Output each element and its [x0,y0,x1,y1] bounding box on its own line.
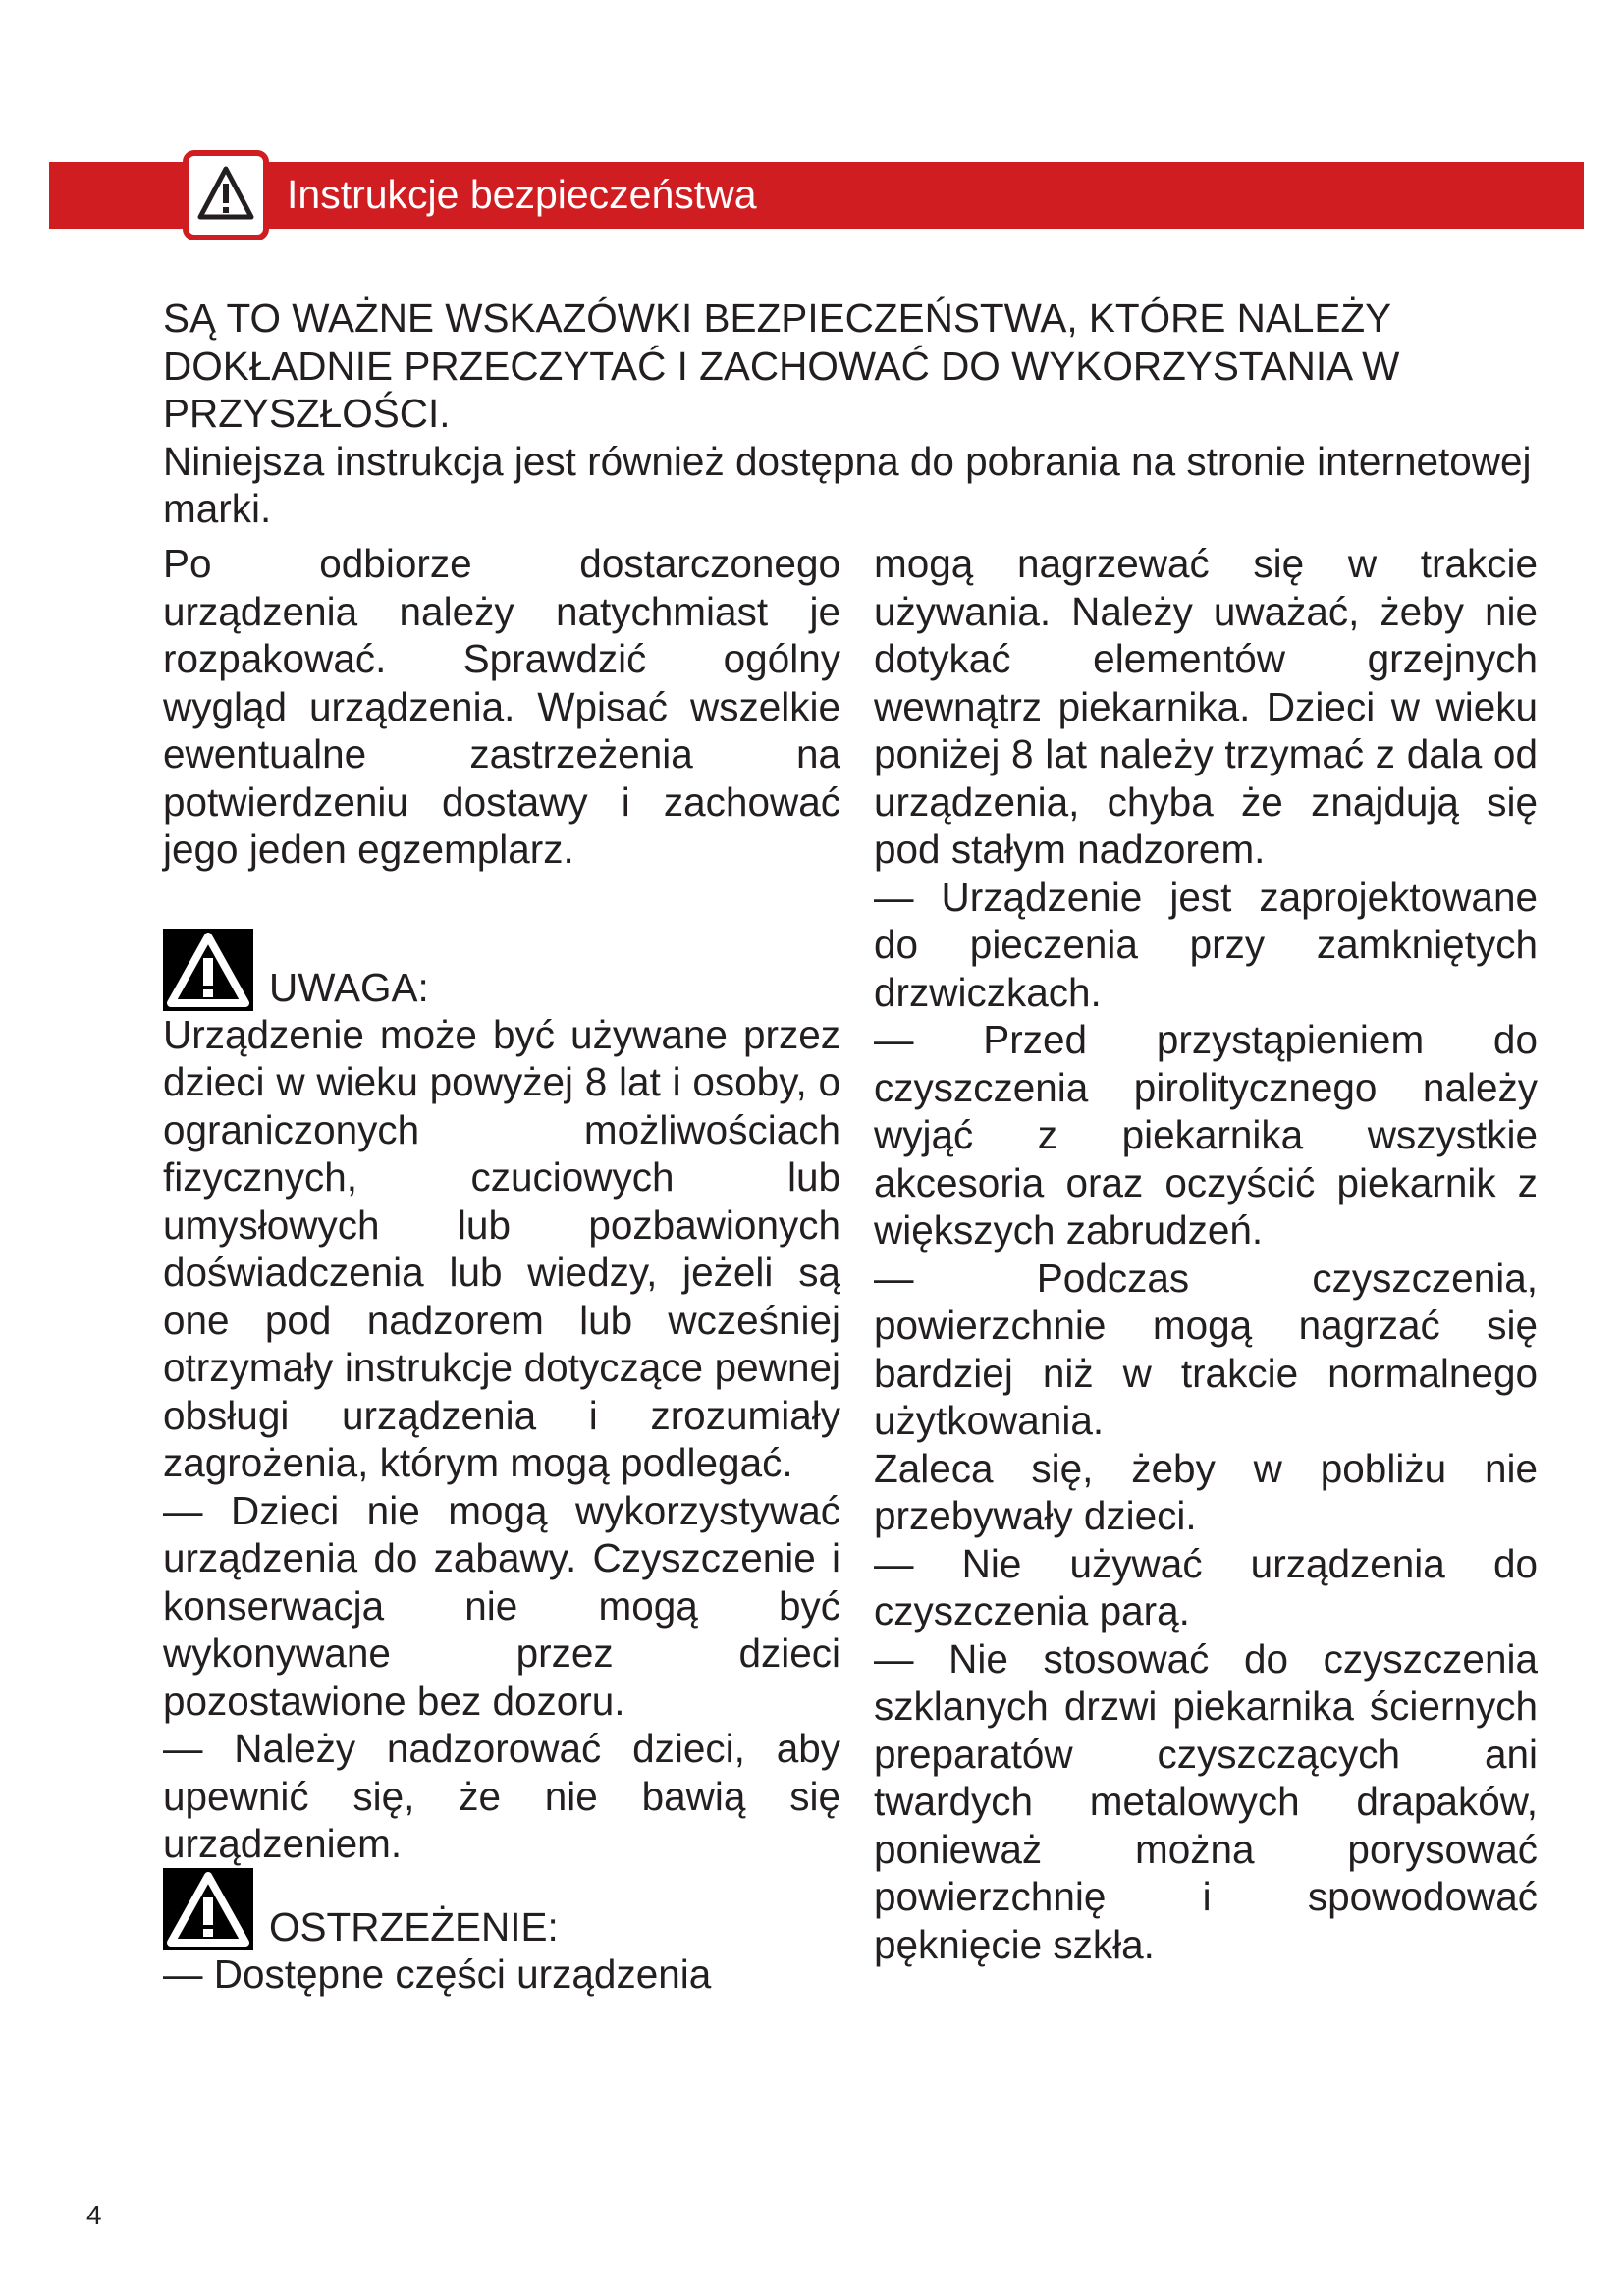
spacer [163,874,840,929]
warning-icon [163,1868,253,1950]
right-column [874,540,1538,1968]
closed-door-paragraph: — Urządzenie jest zaprojektowane do pieczenia przy zamkniętych drzwiczkach. [874,874,1538,1015]
left-column [163,540,840,1998]
ostrzezenie-paragraph-1: — Dostępne części urządzenia [163,1950,712,1997]
pyrolytic-cleaning-paragraph: — Przed przystąpieniem do czyszczenia pirolitycznego należy wyjąć z piekarnika wszystkie akcesoria oraz oczyścić piekarnik z większych zabrudzeń. [874,1017,1538,1253]
uwaga-paragraph-1: Urządzenie może być używane przez dzieci w wieku powyżej 8 lat i osoby, o ograniczonych możliwościach fizycznych, czuciowych lub umysłowych lub pozbawionych doświadczenia lub wiedzy, jeżeli są one pod nadzorem lub wcześniej otrzymały instrukcje dotyczące pewnej obsługi urządzenia i zrozumiały zagrożenia, którym mogą podlegać. [163,1011,840,1485]
uwaga-label: UWAGA: [269,964,429,1010]
section-header-bar [49,162,1584,229]
warning-icon [163,929,253,1011]
page-number: 4 [86,2200,102,2230]
intro-download-note: Niniejsza instrukcja jest również dostępna do pobrania na stronie internetowej marki. [163,438,1532,531]
uwaga-heading [163,929,840,1011]
uwaga-paragraph-3: — Należy nadzorować dzieci, aby upewnić się, że nie bawią się urządzeniem. [163,1726,840,1866]
children-nearby-paragraph: Zaleca się, żeby w pobliżu nie przebywały dzieci. [874,1445,1538,1538]
steam-cleaning-paragraph: — Nie używać urządzenia do czyszczenia parą. [874,1540,1538,1633]
section-title: Instrukcje bezpieczeństwa [287,172,757,217]
hot-parts-paragraph: mogą nagrzewać się w trakcie używania. Należy uważać, żeby nie dotykać elementów grzejnych wewnątrz piekarnika. Dzieci w wieku poniżej 8 lat należy trzymać z dala od urządzenia, chyba że znajdują się pod stałym nadzorem. [874,541,1538,872]
cleaning-heat-paragraph: — Podczas czyszczenia, powierzchnie mogą nagrzać się bardziej niż w trakcie normalnego użytkowania. [874,1255,1538,1443]
intro-block [163,294,1534,533]
ostrzezenie-heading [163,1868,840,1950]
intro-caps-warning: SĄ TO WAŻNE WSKAZÓWKI BEZPIECZEŃSTWA, KTÓRE NALEŻY DOKŁADNIE PRZECZYTAĆ I ZACHOWAĆ DO WYKORZYSTANIA W PRZYSZŁOŚCI. [163,295,1400,436]
warning-triangle-icon [183,150,269,240]
glass-cleaning-paragraph: — Nie stosować do czyszczenia szklanych drzwi piekarnika ściernych preparatów czyszczących ani twardych metalowych drapaków, ponieważ można porysować powierzchnię i spowodować pęknięcie szkła. [874,1635,1538,1967]
ostrzezenie-label: OSTRZEŻENIE: [269,1903,559,1949]
uwaga-paragraph-2: — Dzieci nie mogą wykorzystywać urządzenia do zabawy. Czyszczenie i konserwacja nie mogą być wykonywane przez dzieci pozostawione bez dozoru. [163,1487,840,1724]
unpacking-paragraph: Po odbiorze dostarczonego urządzenia należy natychmiast je rozpakować. Sprawdzić ogólny wygląd urządzenia. Wpisać wszelkie ewentualne zastrzeżenia na potwierdzeniu dostawy i zachować jego jeden egzemplarz. [163,541,840,872]
